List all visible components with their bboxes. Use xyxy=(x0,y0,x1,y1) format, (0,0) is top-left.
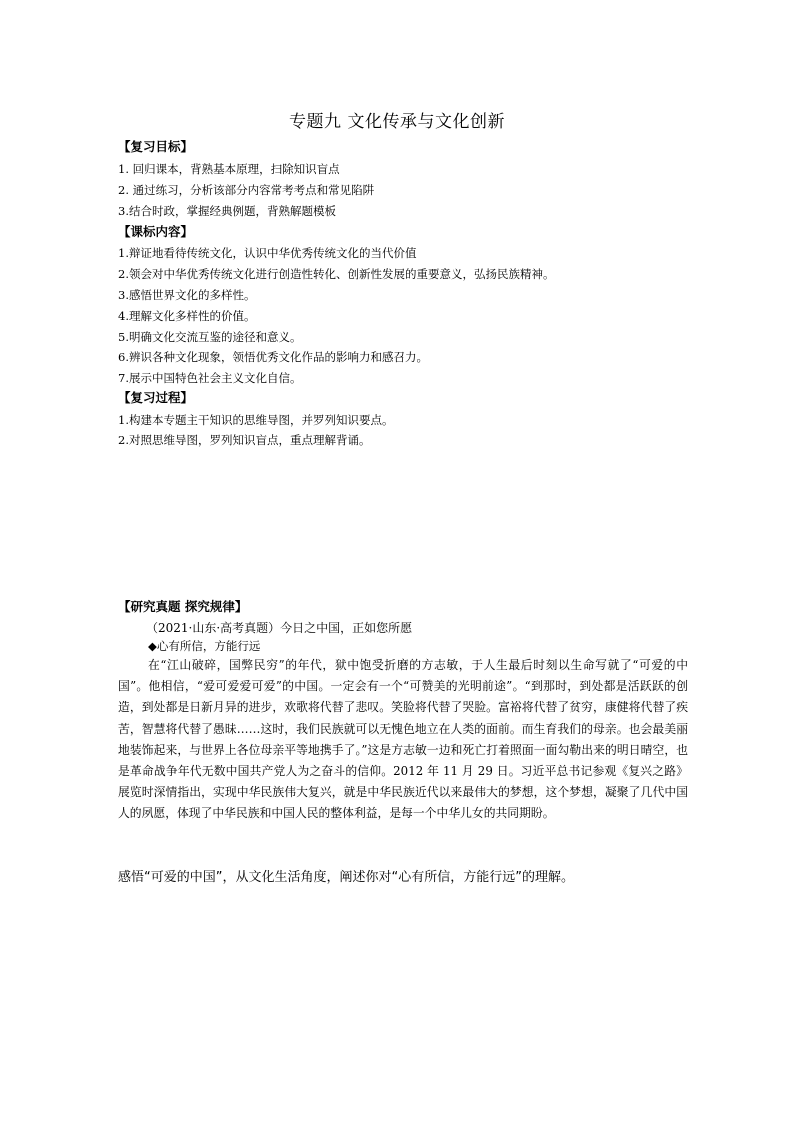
review-goals-heading: 【复习目标】 xyxy=(118,139,194,154)
page-title: 专题九 文化传承与文化创新 xyxy=(289,112,505,132)
review-goal-item: 1. 回归课本，背熟基本原理，扫除知识盲点 xyxy=(118,162,340,176)
curriculum-item: 7.展示中国特色社会主义文化自信。 xyxy=(118,371,302,385)
passage-subtitle: ◆心有所信，方能行远 xyxy=(148,639,261,653)
curriculum-item: 6.辨识各种文化现象，领悟优秀文化作品的影响力和感召力。 xyxy=(118,350,428,364)
curriculum-item: 4.理解文化多样性的价值。 xyxy=(118,309,256,323)
reading-passage: 在“江山破碎，国弊民穷”的年代，狱中饱受折磨的方志敏，于人生最后时刻以生命写就了“可爱的中国”。他相信，“爱可爱爱可爱”的中国。一定会有一个“可赞美的光明前途”。“到那时，到处都是活跃跃的创造，到处都是日新月异的进步，欢歌将代替了悲叹。笑脸将代替了哭脸。富裕将代替了贫穷，康健将代替了疾苦，智慧将代替了愚昧……这时，我们民族就可以无愧色地立在人类的面前。而生育我们的母亲。也会最美丽地装饰起来，与世界上各位母亲平等地携手了。”这是方志敏一边和死亡打着照面一面勾勒出来的明日晴空，也是革命战争年代无数中国共产党人为之奋斗的信仰。2012 年 11 月 29 日。习近平总书记参观《复兴之路》展览时深情指出，实现中华民族伟大复兴，就是中华民族近代以来最伟大的梦想，这个梦想，凝聚了几代中国人的夙愿，体现了中华民族和中国人民的整体利益，是每一个中华儿女的共同期盼。 xyxy=(118,658,688,821)
process-item: 1.构建本专题主干知识的思维导图，并罗列知识要点。 xyxy=(118,413,394,427)
review-goal-item: 2. 通过练习，分析该部分内容常考考点和常见陷阱 xyxy=(118,183,375,197)
process-heading: 【复习过程】 xyxy=(118,390,194,405)
question-prompt: 感悟“可爱的中国”，从文化生活角度，阐述你对“心有所信，方能行远”的理解。 xyxy=(118,870,574,885)
review-goal-item: 3.结合时政，掌握经典例题，背熟解题模板 xyxy=(118,204,336,218)
research-heading: 【研究真题 探究规律】 xyxy=(118,599,248,614)
curriculum-item: 3.感悟世界文化的多样性。 xyxy=(118,288,256,302)
curriculum-item: 1.辩证地看待传统文化，认识中华优秀传统文化的当代价值 xyxy=(118,246,417,260)
curriculum-item: 2.领会对中华优秀传统文化进行创造性转化、创新性发展的重要意义，弘扬民族精神。 xyxy=(118,267,555,281)
curriculum-heading: 【课标内容】 xyxy=(118,224,194,239)
curriculum-item: 5.明确文化交流互鉴的途径和意义。 xyxy=(118,330,302,344)
process-item: 2.对照思维导图，罗列知识盲点，重点理解背诵。 xyxy=(118,433,371,447)
question-source: （2021·山东·高考真题）今日之中国，正如您所愿 xyxy=(146,621,413,635)
